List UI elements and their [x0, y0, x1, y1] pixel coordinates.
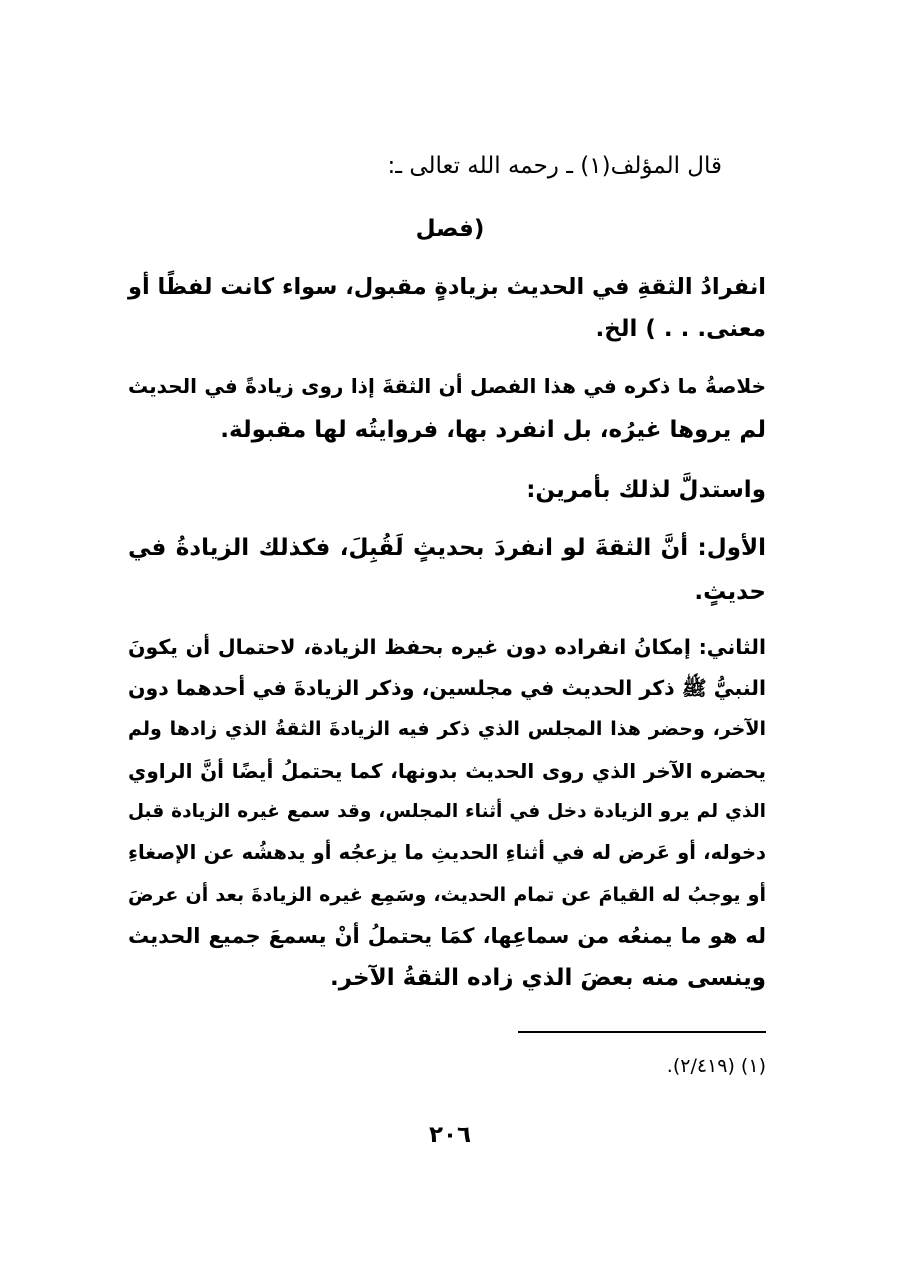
second-line-6: دخوله، أو عَرض له في أثناءِ الحديثِ ما يزعجُه أو يدهشُه عن الإصغاءِ	[128, 841, 766, 864]
matn-line-2: معنى. . . ) الخ.	[595, 316, 766, 342]
page-number: ٢٠٦	[428, 1122, 472, 1148]
second-line-2: النبيُّ ﷺ ذكر الحديث في مجلسين، وذكر الزيادةَ في أحدهما دون	[128, 676, 766, 700]
footnote: (١) (٢/٤١٩).	[666, 1055, 766, 1077]
author-intro: قال المؤلف(١) ـ رحمه الله تعالى ـ:	[387, 153, 722, 179]
second-line-7: أو يوجبُ له القيامَ عن تمام الحديث، وسَمِع غيره الزيادةَ بعد أن عرضَ	[128, 884, 766, 906]
section-heading: (فصل	[415, 216, 485, 242]
footnote-separator	[518, 1031, 766, 1033]
first-line-2: حديثٍ.	[694, 579, 766, 605]
matn-line-1: انفرادُ الثقةِ في الحديث بزيادةٍ مقبول، سواء كانت لفظًا أو	[127, 274, 766, 300]
second-line-9: وينسى منه بعضَ الذي زاده الثقةُ الآخر.	[329, 965, 766, 991]
second-line-5: الذي لم يرو الزيادة دخل في أثناء المجلس، وقد سمع غيره الزيادة قبل	[128, 801, 766, 822]
second-line-4: يحضره الآخر الذي روى الحديث بدونها، كما يحتملُ أيضًا أنَّ الراوي	[128, 759, 766, 783]
summary-line-2: لم يروها غيرُه، بل انفرد بها، فروايتُه لها مقبولة.	[220, 417, 766, 443]
second-line-1: الثاني: إمكانُ انفراده دون غيره بحفظ الزيادة، لاحتمال أن يكونَ	[128, 635, 766, 659]
second-line-8: له هو ما يمنعُه من سماعِها، كمَا يحتملُ أنْ يسمعَ جميع الحديث	[128, 924, 766, 948]
evidence-intro: واستدلَّ لذلك بأمرين:	[526, 477, 766, 503]
second-line-3: الآخر، وحضر هذا المجلس الذي ذكر فيه الزيادةَ الثقةُ الذي زادها ولم	[128, 718, 766, 740]
first-line-1: الأول: أنَّ الثقةَ لو انفردَ بحديثٍ لَقُبِلَ، فكذلك الزيادةُ في	[128, 535, 766, 561]
summary-line-1: خلاصةُ ما ذكره في هذا الفصل أن الثقةَ إذا روى زيادةً في الحديث	[128, 374, 766, 398]
